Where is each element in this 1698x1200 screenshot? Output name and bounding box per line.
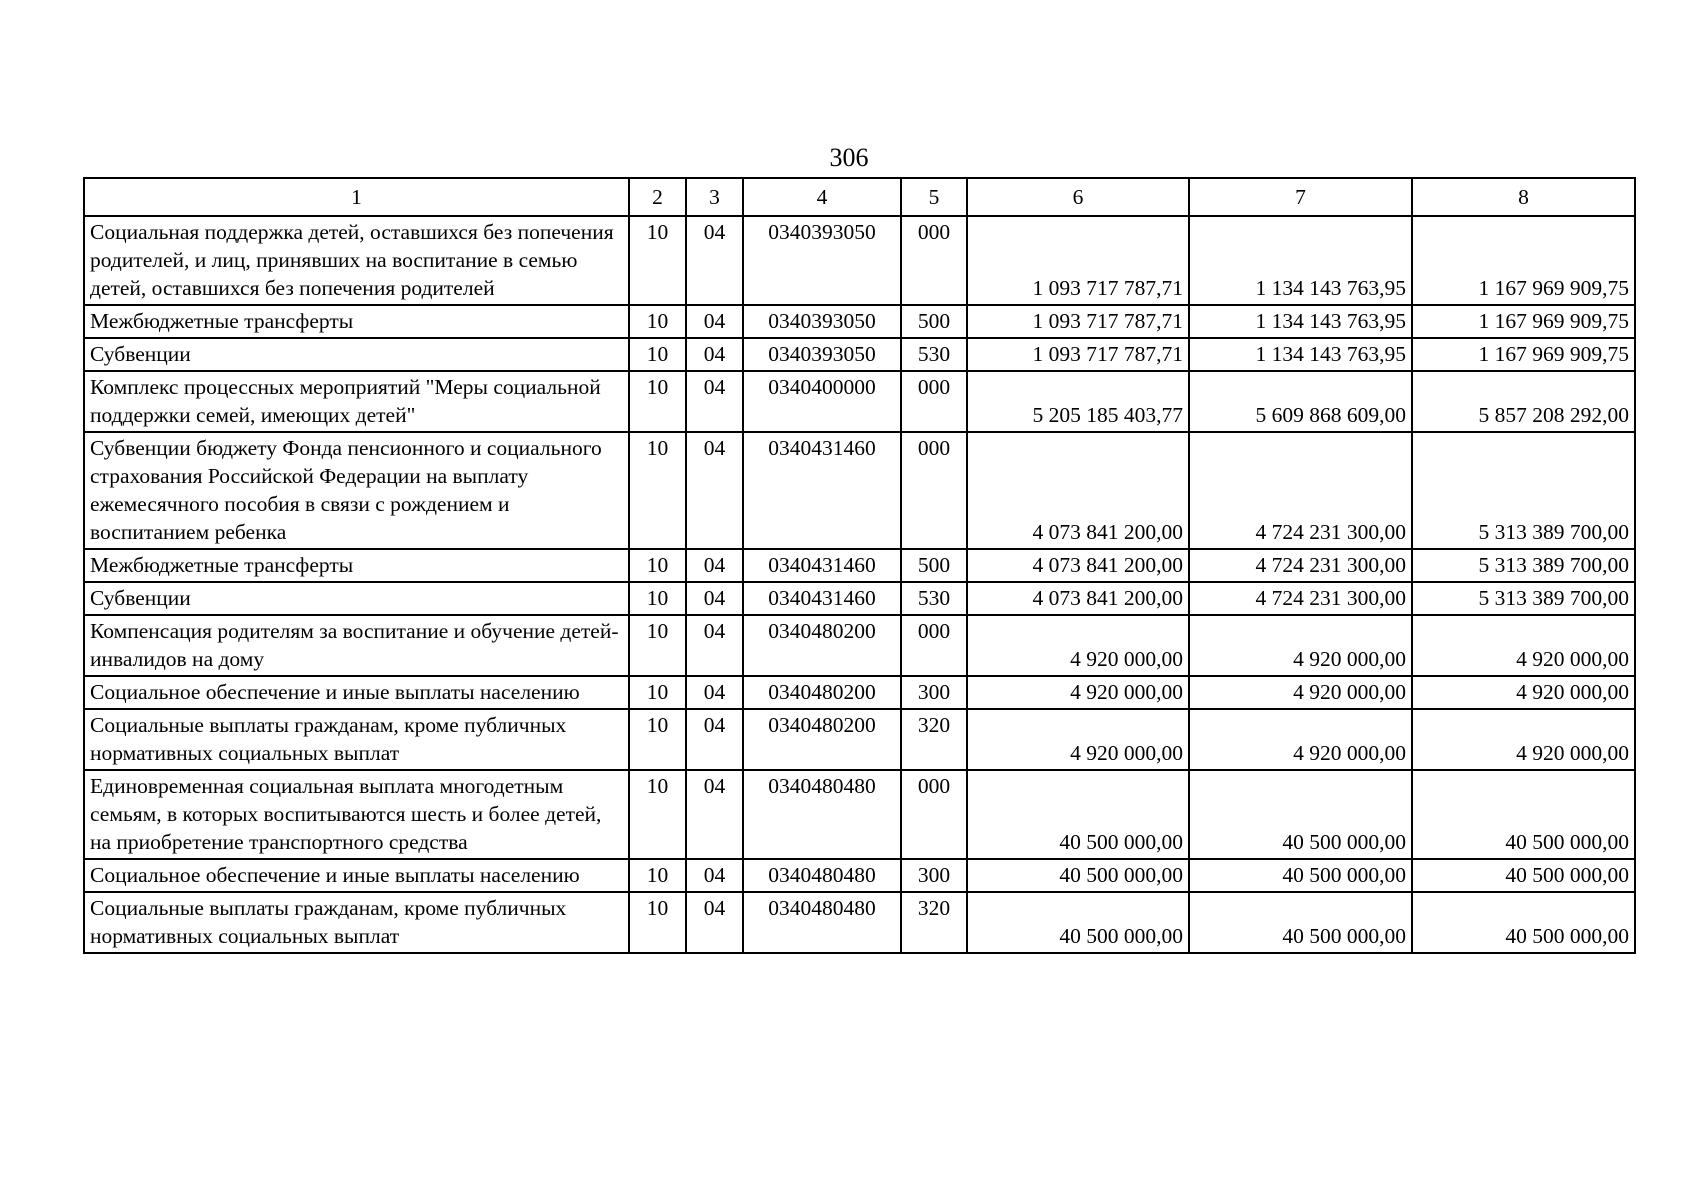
target-article-code: 0340393050 bbox=[743, 305, 901, 338]
target-article-code: 0340393050 bbox=[743, 216, 901, 305]
table-row bbox=[84, 216, 1635, 305]
amount-col-7: 5 609 868 609,00 bbox=[1189, 371, 1412, 432]
expense-type-code: 300 bbox=[901, 676, 967, 709]
item-name: Социальные выплаты гражданам, кроме публичных нормативных социальных выплат bbox=[84, 892, 629, 953]
section-code: 10 bbox=[629, 892, 686, 953]
amount-col-8: 5 313 389 700,00 bbox=[1412, 582, 1635, 615]
amount-col-8: 1 167 969 909,75 bbox=[1412, 338, 1635, 371]
amount-col-6: 4 073 841 200,00 bbox=[967, 582, 1189, 615]
expense-type-code: 500 bbox=[901, 549, 967, 582]
amount-col-6: 1 093 717 787,71 bbox=[967, 305, 1189, 338]
header-cell: 2 bbox=[629, 178, 686, 216]
amount-col-8: 1 167 969 909,75 bbox=[1412, 216, 1635, 305]
target-article-code: 0340480200 bbox=[743, 615, 901, 676]
amount-col-8: 5 857 208 292,00 bbox=[1412, 371, 1635, 432]
target-article-code: 0340480200 bbox=[743, 676, 901, 709]
amount-col-7: 4 724 231 300,00 bbox=[1189, 432, 1412, 549]
amount-col-6: 4 920 000,00 bbox=[967, 615, 1189, 676]
amount-col-6: 1 093 717 787,71 bbox=[967, 216, 1189, 305]
section-code: 10 bbox=[629, 549, 686, 582]
subsection-code: 04 bbox=[686, 709, 743, 770]
amount-col-7: 4 920 000,00 bbox=[1189, 676, 1412, 709]
amount-col-8: 5 313 389 700,00 bbox=[1412, 549, 1635, 582]
expense-type-code: 000 bbox=[901, 432, 967, 549]
amount-col-6: 1 093 717 787,71 bbox=[967, 338, 1189, 371]
amount-col-6: 4 920 000,00 bbox=[967, 709, 1189, 770]
item-name: Субвенции бюджету Фонда пенсионного и социального страхования Российской Федерации на выплату ежемесячного пособия в связи с рождением и воспитанием ребенка bbox=[84, 432, 629, 549]
table-row bbox=[84, 338, 1635, 371]
target-article-code: 0340400000 bbox=[743, 371, 901, 432]
section-code: 10 bbox=[629, 770, 686, 859]
table-row bbox=[84, 371, 1635, 432]
subsection-code: 04 bbox=[686, 770, 743, 859]
table-row bbox=[84, 432, 1635, 549]
subsection-code: 04 bbox=[686, 216, 743, 305]
table-row bbox=[84, 549, 1635, 582]
amount-col-6: 40 500 000,00 bbox=[967, 892, 1189, 953]
amount-col-6: 5 205 185 403,77 bbox=[967, 371, 1189, 432]
section-code: 10 bbox=[629, 338, 686, 371]
target-article-code: 0340480480 bbox=[743, 770, 901, 859]
header-cell: 5 bbox=[901, 178, 967, 216]
section-code: 10 bbox=[629, 709, 686, 770]
table-row bbox=[84, 615, 1635, 676]
subsection-code: 04 bbox=[686, 582, 743, 615]
table-row bbox=[84, 892, 1635, 953]
item-name: Социальное обеспечение и иные выплаты населению bbox=[84, 676, 629, 709]
section-code: 10 bbox=[629, 676, 686, 709]
item-name: Компенсация родителям за воспитание и обучение детей-инвалидов на дому bbox=[84, 615, 629, 676]
target-article-code: 0340431460 bbox=[743, 432, 901, 549]
amount-col-7: 4 920 000,00 bbox=[1189, 709, 1412, 770]
expense-type-code: 320 bbox=[901, 709, 967, 770]
header-cell: 7 bbox=[1189, 178, 1412, 216]
amount-col-7: 1 134 143 763,95 bbox=[1189, 216, 1412, 305]
target-article-code: 0340480480 bbox=[743, 892, 901, 953]
section-code: 10 bbox=[629, 582, 686, 615]
amount-col-7: 4 920 000,00 bbox=[1189, 615, 1412, 676]
expense-type-code: 000 bbox=[901, 371, 967, 432]
item-name: Межбюджетные трансферты bbox=[84, 305, 629, 338]
section-code: 10 bbox=[629, 371, 686, 432]
target-article-code: 0340431460 bbox=[743, 549, 901, 582]
section-code: 10 bbox=[629, 615, 686, 676]
subsection-code: 04 bbox=[686, 338, 743, 371]
subsection-code: 04 bbox=[686, 859, 743, 892]
amount-col-8: 40 500 000,00 bbox=[1412, 770, 1635, 859]
amount-col-7: 40 500 000,00 bbox=[1189, 770, 1412, 859]
header-cell: 3 bbox=[686, 178, 743, 216]
header-cell: 6 bbox=[967, 178, 1189, 216]
section-code: 10 bbox=[629, 216, 686, 305]
amount-col-7: 40 500 000,00 bbox=[1189, 892, 1412, 953]
amount-col-7: 1 134 143 763,95 bbox=[1189, 338, 1412, 371]
expense-type-code: 500 bbox=[901, 305, 967, 338]
expense-type-code: 300 bbox=[901, 859, 967, 892]
amount-col-6: 40 500 000,00 bbox=[967, 859, 1189, 892]
item-name: Субвенции bbox=[84, 582, 629, 615]
amount-col-6: 4 920 000,00 bbox=[967, 676, 1189, 709]
amount-col-7: 4 724 231 300,00 bbox=[1189, 549, 1412, 582]
table-row bbox=[84, 582, 1635, 615]
table-body bbox=[84, 216, 1635, 953]
subsection-code: 04 bbox=[686, 676, 743, 709]
section-code: 10 bbox=[629, 859, 686, 892]
header-row bbox=[84, 178, 1635, 216]
table-row bbox=[84, 770, 1635, 859]
subsection-code: 04 bbox=[686, 892, 743, 953]
table-row bbox=[84, 676, 1635, 709]
table-row bbox=[84, 859, 1635, 892]
section-code: 10 bbox=[629, 432, 686, 549]
item-name: Субвенции bbox=[84, 338, 629, 371]
item-name: Комплекс процессных мероприятий "Меры социальной поддержки семей, имеющих детей" bbox=[84, 371, 629, 432]
header-cell: 4 bbox=[743, 178, 901, 216]
subsection-code: 04 bbox=[686, 371, 743, 432]
table-row bbox=[84, 709, 1635, 770]
amount-col-7: 40 500 000,00 bbox=[1189, 859, 1412, 892]
amount-col-8: 4 920 000,00 bbox=[1412, 615, 1635, 676]
target-article-code: 0340480480 bbox=[743, 859, 901, 892]
amount-col-6: 4 073 841 200,00 bbox=[967, 549, 1189, 582]
item-name: Межбюджетные трансферты bbox=[84, 549, 629, 582]
subsection-code: 04 bbox=[686, 549, 743, 582]
amount-col-6: 40 500 000,00 bbox=[967, 770, 1189, 859]
amount-col-8: 1 167 969 909,75 bbox=[1412, 305, 1635, 338]
subsection-code: 04 bbox=[686, 432, 743, 549]
page-number: 306 bbox=[829, 143, 869, 172]
expense-type-code: 000 bbox=[901, 770, 967, 859]
expense-type-code: 530 bbox=[901, 338, 967, 371]
amount-col-8: 40 500 000,00 bbox=[1412, 892, 1635, 953]
expense-type-code: 320 bbox=[901, 892, 967, 953]
expense-type-code: 000 bbox=[901, 216, 967, 305]
header-cell: 1 bbox=[84, 178, 629, 216]
section-code: 10 bbox=[629, 305, 686, 338]
item-name: Социальные выплаты гражданам, кроме публичных нормативных социальных выплат bbox=[84, 709, 629, 770]
header-cell: 8 bbox=[1412, 178, 1635, 216]
amount-col-8: 40 500 000,00 bbox=[1412, 859, 1635, 892]
amount-col-8: 4 920 000,00 bbox=[1412, 676, 1635, 709]
item-name: Социальное обеспечение и иные выплаты населению bbox=[84, 859, 629, 892]
subsection-code: 04 bbox=[686, 305, 743, 338]
target-article-code: 0340480200 bbox=[743, 709, 901, 770]
amount-col-8: 4 920 000,00 bbox=[1412, 709, 1635, 770]
item-name: Социальная поддержка детей, оставшихся без попечения родителей, и лиц, принявших на воспитание в семью детей, оставшихся без попечения родителей bbox=[84, 216, 629, 305]
expense-type-code: 000 bbox=[901, 615, 967, 676]
amount-col-7: 1 134 143 763,95 bbox=[1189, 305, 1412, 338]
expense-type-code: 530 bbox=[901, 582, 967, 615]
item-name: Единовременная социальная выплата многодетным семьям, в которых воспитываются шесть и более детей, на приобретение транспортного средства bbox=[84, 770, 629, 859]
amount-col-7: 4 724 231 300,00 bbox=[1189, 582, 1412, 615]
amount-col-6: 4 073 841 200,00 bbox=[967, 432, 1189, 549]
subsection-code: 04 bbox=[686, 615, 743, 676]
budget-table bbox=[83, 177, 1636, 954]
amount-col-8: 5 313 389 700,00 bbox=[1412, 432, 1635, 549]
table-row bbox=[84, 305, 1635, 338]
target-article-code: 0340393050 bbox=[743, 338, 901, 371]
target-article-code: 0340431460 bbox=[743, 582, 901, 615]
